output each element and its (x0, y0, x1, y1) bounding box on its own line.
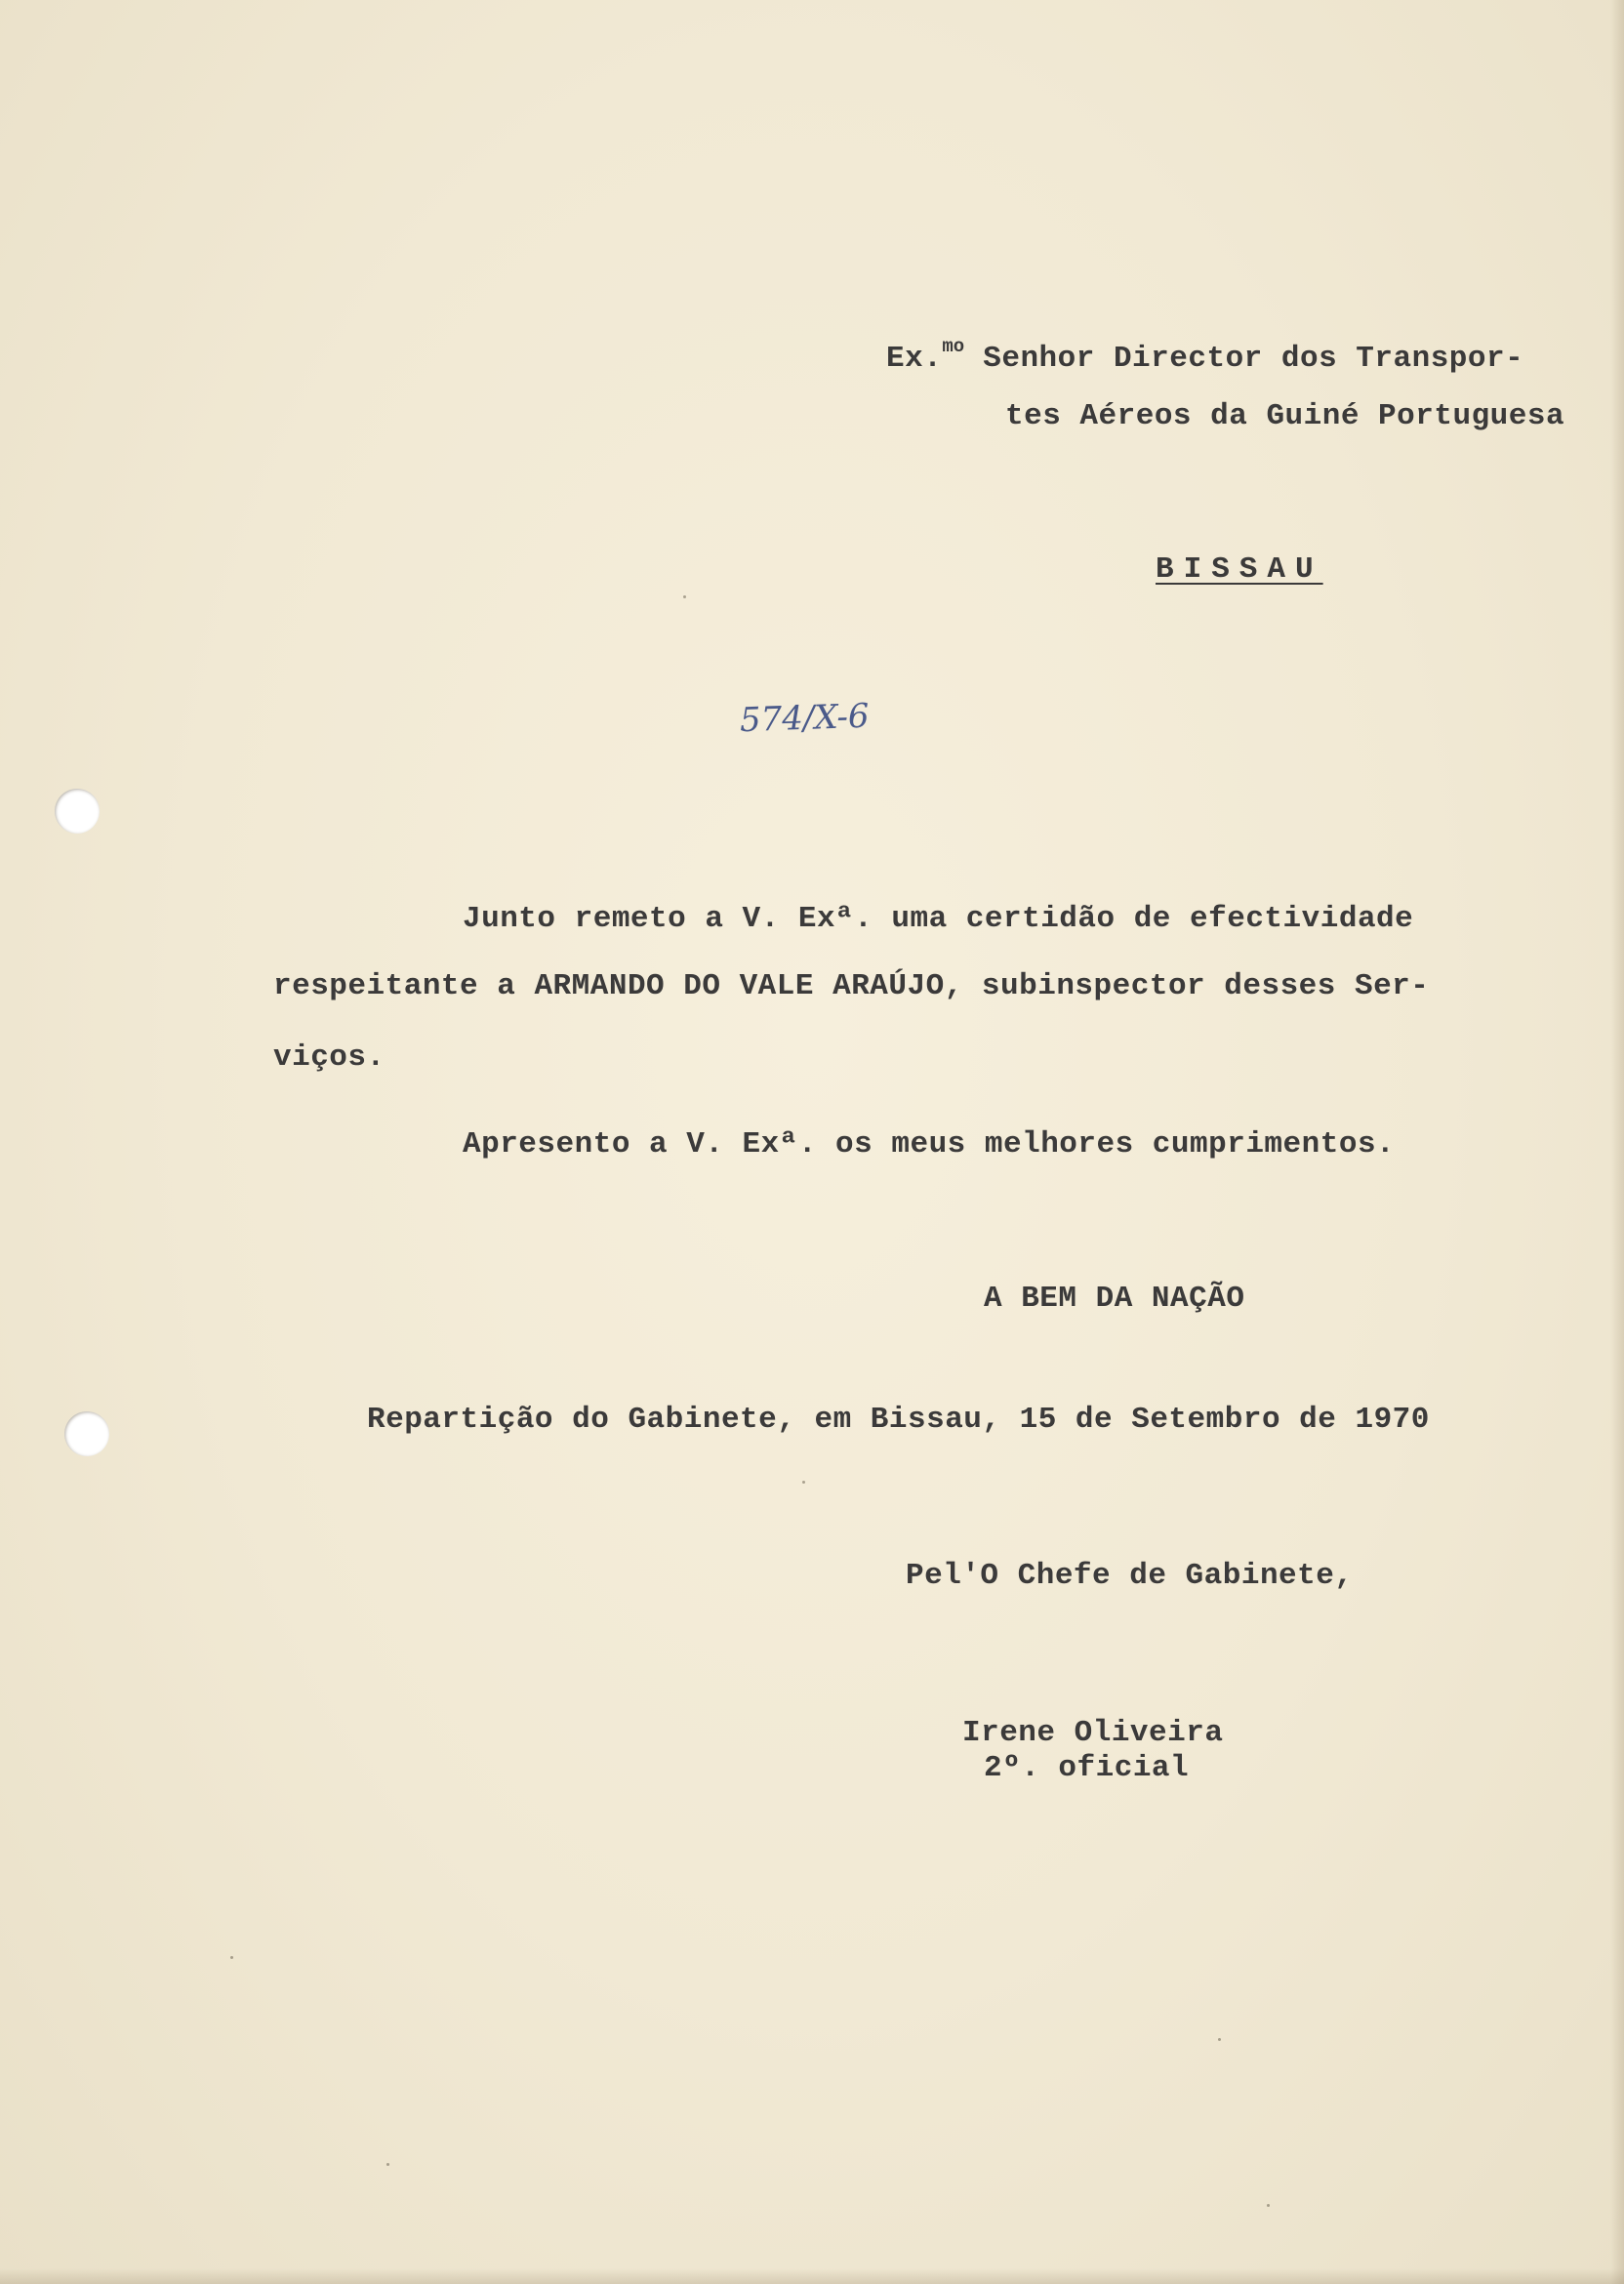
signatory-name: Irene Oliveira (962, 1716, 1224, 1750)
recipient-text-line-1: Senhor Director dos Transpor- (983, 342, 1524, 376)
punch-hole-bottom (64, 1411, 109, 1456)
recipient-line-1 (886, 336, 1524, 376)
body-paragraph-1-line-2: respeitante a ARMANDO DO VALE ARAÚJO, subinspector desses Ser- (273, 969, 1430, 1003)
city-name: BISSAU (1156, 552, 1323, 587)
paper-speck (683, 595, 686, 598)
paper-speck (1267, 2204, 1270, 2207)
page-edge-shadow-right (1610, 0, 1624, 2284)
signatory-title: 2º. oficial (984, 1751, 1190, 1785)
signature-on-behalf: Pel'O Chefe de Gabinete, (906, 1559, 1354, 1593)
body-paragraph-1-line-3: viços. (273, 1040, 386, 1075)
salutation: Ex. (886, 342, 943, 376)
recipient-line-2: tes Aéreos da Guiné Portuguesa (1005, 399, 1565, 433)
closing-motto: A BEM DA NAÇÃO (984, 1282, 1245, 1316)
punch-hole-top (55, 789, 100, 834)
city-heading (1156, 552, 1323, 587)
reference-number: 574/X-6 (739, 696, 871, 741)
body-paragraph-1-line-1: Junto remeto a V. Exª. uma certidão de efectividade (463, 902, 1414, 936)
salutation-superscript: mo (942, 336, 965, 357)
page-edge-shadow-bottom (0, 2268, 1624, 2284)
paper-speck (230, 1956, 233, 1959)
paper-speck (1218, 2038, 1221, 2041)
paper-speck (802, 1481, 805, 1484)
paper-speck (386, 2163, 389, 2166)
place-and-date: Repartição do Gabinete, em Bissau, 15 de Setembro de 1970 (367, 1403, 1430, 1437)
body-paragraph-2: Apresento a V. Exª. os meus melhores cumprimentos. (463, 1127, 1396, 1162)
